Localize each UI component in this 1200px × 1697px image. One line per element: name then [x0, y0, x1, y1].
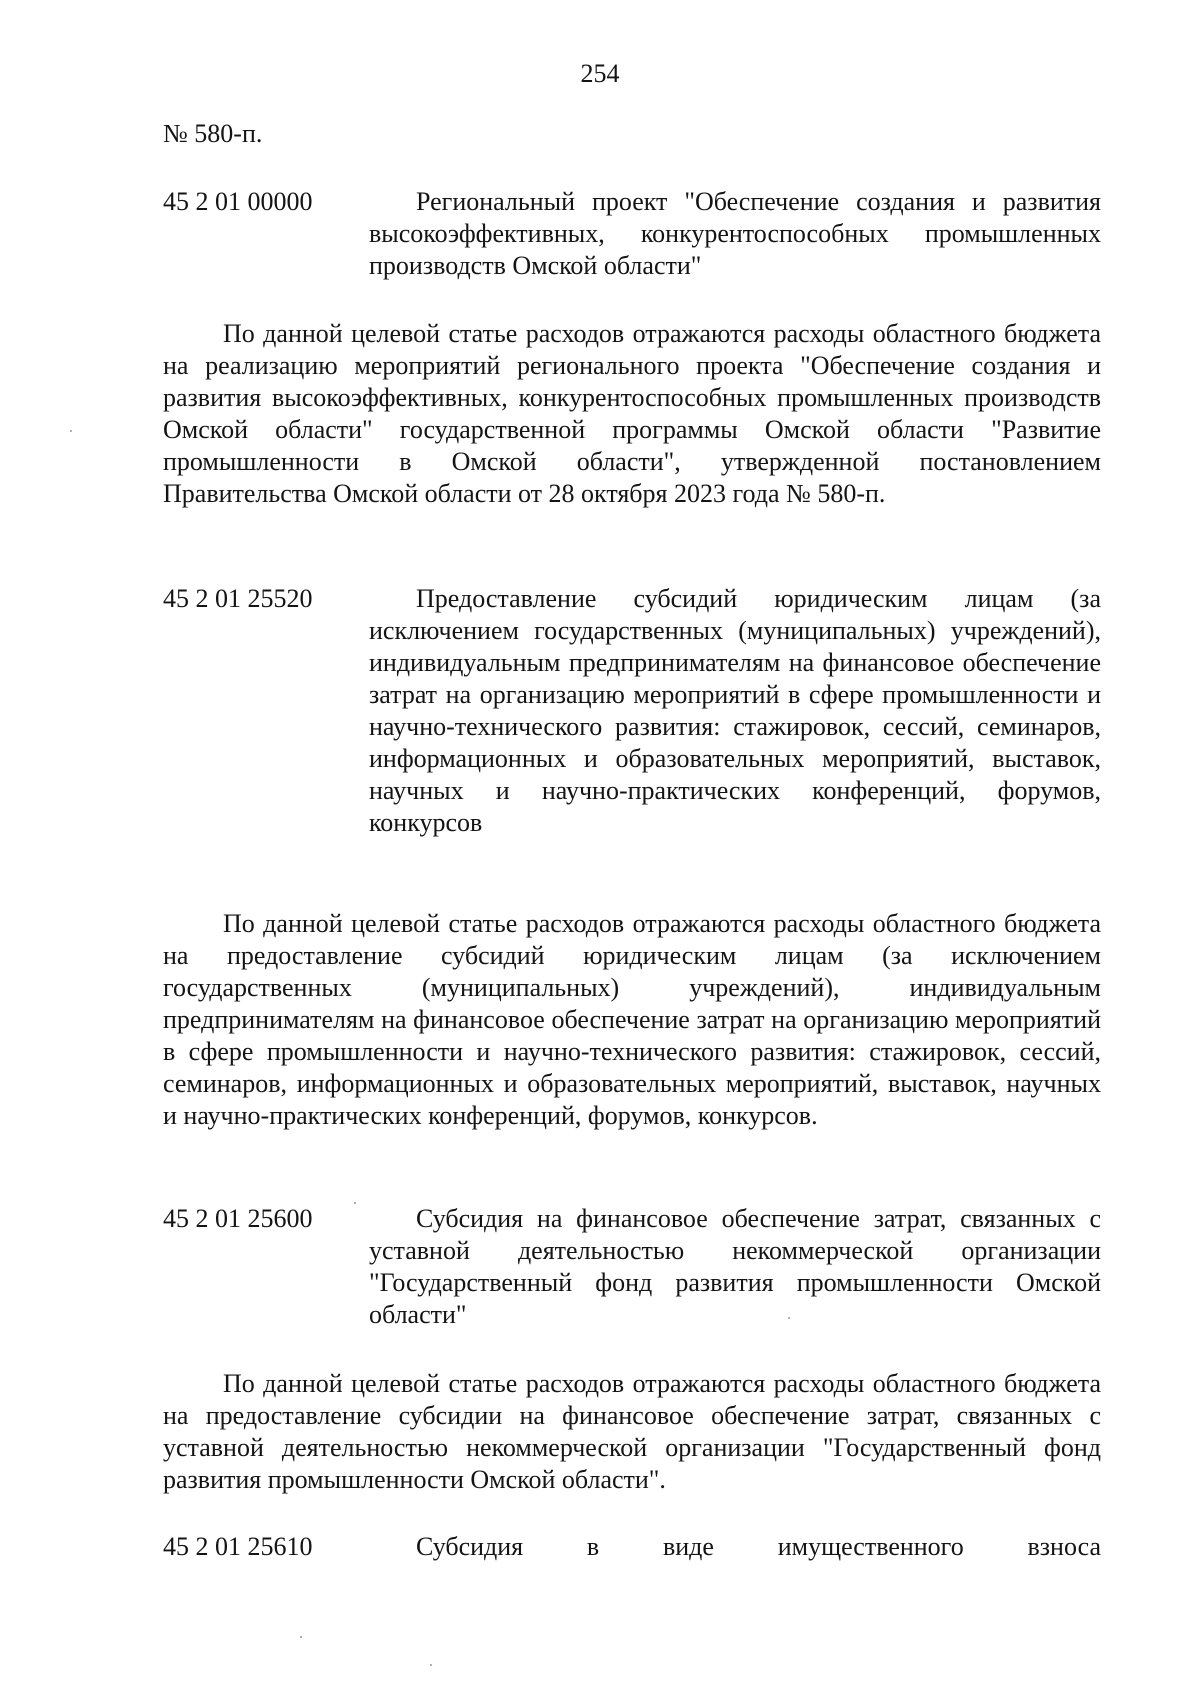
budget-entry	[163, 1203, 1101, 1331]
description-paragraph: По данной целевой статье расходов отражаются расходы областного бюджета на предоставление субсидий юридическим лицам (за исключением государственных (муниципальных) учреждений), индивидуальным предпринимателям на финансовое обеспечение затрат на организацию мероприятий в сфере промышленности и научно-технического развития: стажировок, сессий, семинаров, информационных и образовательных мероприятий, выставок, научных и научно-практических конференций, форумов, конкурсов.	[163, 909, 1101, 1130]
scan-speck	[430, 1664, 432, 1666]
budget-entry-title: Субсидия в виде имущественного взноса	[416, 1532, 1101, 1561]
budget-entry	[163, 186, 1101, 282]
continuation-text: № 580-п.	[163, 119, 263, 148]
budget-code: 45 2 01 25610	[163, 1532, 313, 1561]
scan-speck	[300, 1636, 302, 1638]
budget-entry	[163, 583, 1101, 839]
budget-entry-title: Предоставление субсидий юридическим лицам (за исключением государственных (муниципальных) учреждений), индивидуальным предпринимателям на финансовое обеспечение затрат на организацию мероприятий в сфере промышленности и научно-технического развития: стажировок, сессий, семинаров, информационных и образовательных мероприятий, выставок, научных и научно-практических конференций, форумов, конкурсов	[369, 584, 1101, 837]
budget-code: 45 2 01 25520	[163, 584, 313, 613]
description-paragraph: По данной целевой статье расходов отражаются расходы областного бюджета на предоставление субсидии на финансовое обеспечение затрат, связанных с уставной деятельностью некоммерческой организации "Государственный фонд развития промышленности Омской области".	[163, 1369, 1101, 1494]
budget-entry	[163, 1531, 1101, 1563]
page-number: 254	[580, 59, 620, 88]
budget-code: 45 2 01 00000	[163, 187, 313, 216]
budget-entry-title: Субсидия на финансовое обеспечение затрат, связанных с уставной деятельностью некоммерческой организации "Государственный фонд развития промышленности Омской области"	[369, 1204, 1101, 1329]
description-paragraph: По данной целевой статье расходов отражаются расходы областного бюджета на реализацию мероприятий регионального проекта "Обеспечение создания и развития высокоэффективных, конкурентоспособных промышленных производств Омской области" государственной программы Омской области "Развитие промышленности в Омской области", утвержденной постановлением Правительства Омской области от 28 октября 2023 года № 580-п.	[163, 319, 1101, 508]
scan-speck	[354, 1202, 356, 1204]
scan-speck	[70, 430, 72, 432]
budget-entry-title: Региональный проект "Обеспечение создания и развития высокоэффективных, конкурентоспособных промышленных производств Омской области"	[369, 187, 1101, 280]
budget-code: 45 2 01 25600	[163, 1204, 313, 1233]
scan-speck	[788, 1317, 790, 1319]
